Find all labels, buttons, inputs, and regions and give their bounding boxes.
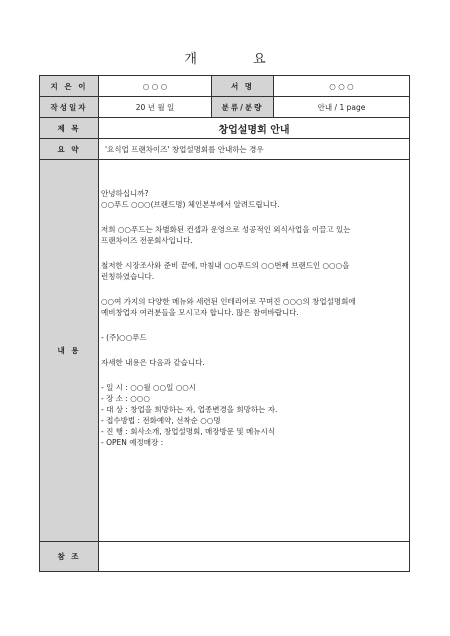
subject-label: 제 목 [40, 118, 99, 139]
writer-label: 지 은 이 [40, 76, 99, 97]
reference-value[interactable] [99, 542, 410, 572]
para1-line1: 저희 ○○푸드는 차별화된 컨셉과 운영으로 성공적인 외식사업을 이끌고 있는 [101, 225, 351, 234]
reference-row [40, 542, 410, 572]
detail-item-open-store: - OPEN 예정매장 : [101, 438, 164, 447]
detail-item-place: - 장 소 : ○○○ [101, 394, 150, 403]
para3-line2: 예비창업자 여러분들을 모시고자 합니다. 많은 참여바랍니다. [101, 308, 299, 317]
reference-label: 참 조 [40, 542, 99, 572]
para2-line1: 철저한 시장조사와 준비 끝에, 마침내 ○○푸드의 ○○번째 브랜드인 ○○○을 [101, 261, 350, 270]
details-intro: 자세한 내용은 다음과 같습니다. [101, 358, 205, 367]
signature-label: 서 명 [212, 76, 274, 97]
writer-value[interactable]: ○ ○ ○ [99, 76, 212, 97]
greeting-text: 안녕하십니까? [101, 189, 149, 198]
para3-line1: ○○여 가지의 다양한 메뉴와 세련된 인테리어로 꾸며진 ○○○의 창업설명회에 [101, 297, 356, 306]
category-value[interactable]: 안내 / 1 page [274, 97, 410, 118]
writer-row [40, 76, 410, 97]
content-row [40, 160, 410, 542]
para1-line2: 프랜차이즈 전문회사입니다. [101, 236, 193, 245]
signature-value[interactable]: ○ ○ ○ [274, 76, 410, 97]
summary-value[interactable]: '요식업 프랜차이즈' 창업설명회를 안내하는 경우 [99, 139, 410, 160]
date-value[interactable]: 20 년 월 일 [99, 97, 212, 118]
detail-item-program: - 진 행 : 회사소개, 창업설명회, 매장방문 및 메뉴시식 [101, 427, 275, 436]
intro-text: ○○푸드 ○○○(브랜드명) 체인본부에서 알려드립니다. [101, 200, 280, 209]
detail-item-registration: - 접수방법 : 전화예약, 선착순 ○○명 [101, 416, 221, 425]
company-text: - (주)○○푸드 [101, 333, 147, 342]
summary-row [40, 139, 410, 160]
content-body[interactable] [99, 160, 410, 542]
detail-item-target: - 대 상 : 창업을 희망하는 자, 업종변경을 희망하는 자. [101, 405, 278, 414]
content-label: 내 용 [40, 160, 99, 542]
category-label: 분류/분량 [212, 97, 274, 118]
date-label: 작성일자 [40, 97, 99, 118]
summary-label: 요 약 [40, 139, 99, 160]
page-title: 개 요 [184, 52, 292, 67]
detail-item-datetime: - 일 시 : ○○월 ○○일 ○○시 [101, 383, 197, 392]
date-row [40, 97, 410, 118]
subject-value[interactable]: 창업설명회 안내 [99, 118, 410, 139]
subject-row [40, 118, 410, 139]
para2-line2: 런칭하였습니다. [101, 272, 155, 281]
document-form-table [39, 75, 410, 572]
